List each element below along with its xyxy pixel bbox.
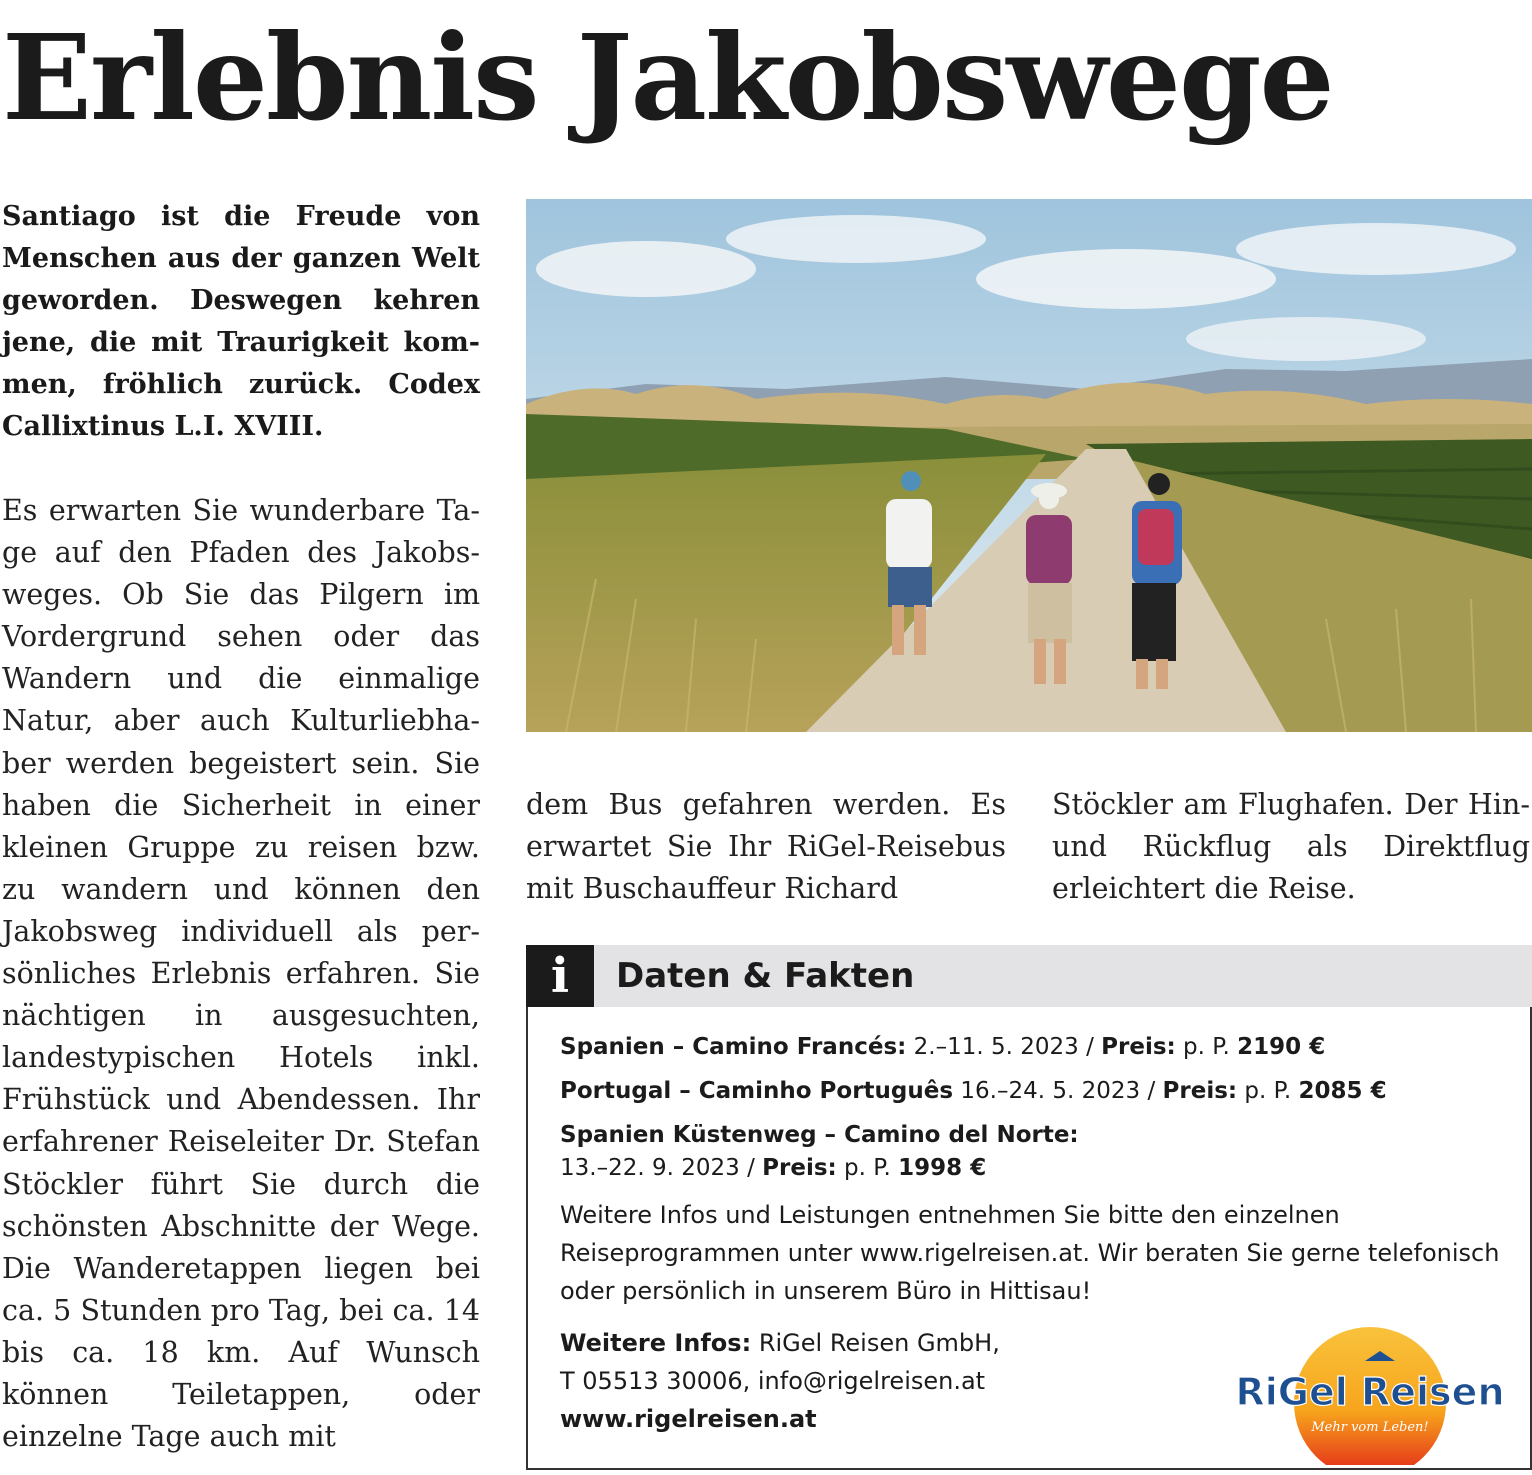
body-column-3: Stöckler am Flughafen. Der Hin- und Rückflug als Direktflug erleichtert die Reise. <box>1052 788 1530 906</box>
trip-row <box>560 1152 1520 1185</box>
trip-sep: / <box>747 1155 755 1181</box>
trip-dates: 13.–22. 9. 2023 <box>560 1155 740 1181</box>
trip-price: 2190 € <box>1237 1034 1326 1060</box>
trip-row <box>560 1031 1520 1064</box>
trip-dates: 16.–24. 5. 2023 <box>960 1078 1141 1104</box>
trip-price-label: Preis: <box>1101 1034 1176 1060</box>
website-link[interactable]: www.rigelreisen.at <box>560 1405 817 1433</box>
headline: Erlebnis Jakobswege <box>2 8 1333 147</box>
contact-label: Weitere Infos: <box>560 1329 752 1357</box>
trip-price: 2085 € <box>1298 1078 1387 1104</box>
lead-paragraph: Santiago ist die Freude von Menschen aus der ganzen Welt geworden. Deswegen kehren jene, die mit Traurigkeit kommen, fröhlich zurück. Codex Callixtinus L.I. XVIII. <box>2 201 480 442</box>
more-info-text: Weitere Infos und Leistungen entnehmen Sie bitte den einzelnen Reiseprogrammen unter www.rigelreisen.at. Wir beraten Sie gerne telefonisch oder persönlich in unserem Büro in Hittisau! <box>560 1201 1500 1305</box>
trip-sep: / <box>1147 1078 1156 1104</box>
facts-box-header <box>526 945 1532 1007</box>
trip-price-label: Preis: <box>1162 1078 1238 1104</box>
trip-name: Spanien – Camino Francés: <box>560 1034 907 1060</box>
info-icon: i <box>526 945 594 1007</box>
trip-row <box>560 1119 1520 1152</box>
trip-price: 1998 € <box>898 1155 987 1181</box>
trip-row <box>560 1075 1520 1108</box>
trip-name: Portugal – Caminho Português <box>560 1078 954 1104</box>
trip-price-label: Preis: <box>762 1155 837 1181</box>
hiker-right <box>1132 473 1182 689</box>
svg-text:RiGel Reisen: RiGel Reisen <box>1235 1370 1505 1414</box>
facts-title: Daten & Fakten <box>616 956 915 996</box>
body-column-1: Es erwarten Sie wunderbare Tage auf den Pfaden des Jakobsweges. Ob Sie das Pilgern im Vordergrund sehen oder das Wandern und die einmalige Natur, aber auch Kulturliebhaber werden begeistert sein. Sie haben die Sicherheit in einer kleinen Gruppe zu reisen bzw. zu wandern und können den Jakobsweg individuell als persönliches Erlebnis erfahren. Sie nächtigen in ausgesuchten, landestypischen Hotels inkl. Frühstück und Abendessen. Ihr erfahrener Reiseleiter Dr. Stefan Stöckler führt Sie durch die schönsten Abschnitte der Wege. Die Wanderetappen liegen bei ca. 5 Stunden pro Tag, bei ca. 14 bis ca. 18 km. Auf Wunsch können Teiletappen, oder einzelne Tage auch mit <box>2 494 480 1454</box>
svg-text:Mehr vom Leben!: Mehr vom Leben! <box>1311 1420 1429 1435</box>
trip-name: Spanien Küstenweg – Camino del Norte: <box>560 1122 1079 1148</box>
trip-price-prefix: p. P. <box>844 1155 891 1181</box>
contact-phone-email: T 05513 30006, info@rigelreisen.at <box>560 1367 986 1395</box>
trip-price-prefix: p. P. <box>1244 1078 1292 1104</box>
trip-dates: 2.–11. 5. 2023 <box>913 1034 1079 1060</box>
trip-price-prefix: p. P. <box>1183 1034 1230 1060</box>
rigel-reisen-logo <box>1230 1325 1510 1465</box>
trip-sep: / <box>1086 1034 1094 1060</box>
contact-company: RiGel Reisen GmbH, <box>758 1329 1000 1357</box>
pilgrims-photo <box>526 199 1532 732</box>
body-column-2: dem Bus gefahren werden. Es erwartet Sie Ihr RiGel-Reisebus mit Buschauffeur Richard <box>526 788 1006 906</box>
